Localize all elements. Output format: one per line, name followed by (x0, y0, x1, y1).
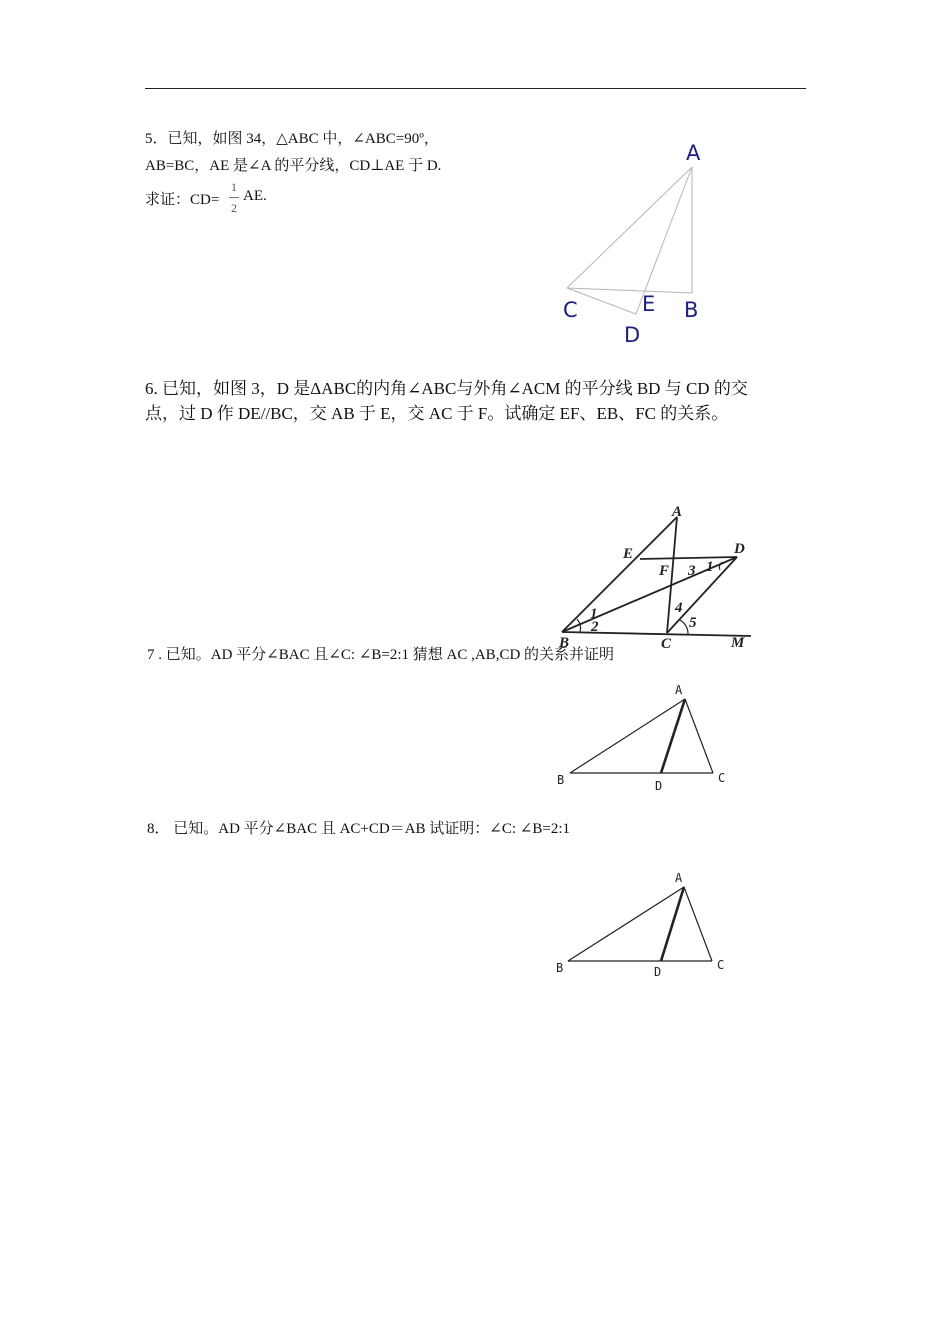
fig5-label-D: D (624, 323, 641, 347)
fig8-label-B: B (556, 961, 564, 975)
fig6-label-2: 2 (591, 619, 599, 635)
fig6-label-F: F (659, 563, 670, 579)
segment-CD (667, 557, 737, 633)
segment-AD (661, 887, 684, 961)
problem7-text: 7 . 已知。AD 平分∠BAC 且∠C: ∠B=2:1 猜想 AC ,AB,CD 的关系并证明 (147, 647, 615, 663)
fig7-label-B: B (557, 773, 565, 787)
segment-AC (567, 167, 692, 288)
problem6-line2: 点，过 D 作 DE//BC，交 AB 于 E，交 AC 于 F。试确定 EF、EB、FC 的关系。 (145, 404, 729, 423)
problem5-line3-prefix: 求证：CD= (145, 192, 220, 208)
fig8-label-C: C (717, 958, 725, 972)
segment-AC (684, 887, 712, 961)
fig6-label-M: M (731, 635, 745, 651)
segment-AC (685, 699, 713, 773)
fig6-label-1: 1 (590, 606, 598, 622)
angle-arc-D (719, 562, 722, 570)
fig6-label-C: C (661, 636, 672, 652)
problem6-line1: 6. 已知，如图 3，D 是ΔABC的内角∠ABC与外角∠ACM 的平分线 BD 与 CD 的交 (145, 379, 748, 398)
fig8-label-D: D (654, 965, 662, 979)
fig8-label-A: A (675, 871, 683, 885)
segment-ED (640, 557, 737, 559)
segment-BA (570, 699, 685, 773)
fig5-label-E: E (642, 292, 656, 316)
angle-arc-C (680, 620, 688, 634)
segment-BA (568, 887, 684, 961)
problem5-line1: 5．已知，如图 34，△ABC 中，∠ABC=90º， (145, 131, 439, 147)
fig6-label-B: B (559, 635, 570, 651)
fig6-label-5: 5 (689, 615, 697, 631)
problem5-line2: AB=BC，AE 是∠A 的平分线，CD⊥AE 于 D. (145, 158, 442, 174)
figure-8 (568, 887, 712, 961)
fig6-label-E: E (623, 546, 634, 562)
segment-AD (661, 699, 685, 773)
fig7-label-D: D (655, 779, 663, 793)
fraction-denominator: 2 (231, 201, 237, 215)
figure-7 (570, 699, 713, 773)
fig6-label-1-at-D: 1 (706, 559, 714, 575)
fig7-label-C: C (718, 771, 726, 785)
segment-CB (567, 288, 692, 293)
fig6-label-3: 3 (688, 563, 696, 579)
fig5-label-B: B (684, 298, 699, 322)
problem8-text: 8． 已知。AD 平分∠BAC 且 AC+CD＝AB 试证明：∠C: ∠B=2:1 (147, 821, 570, 837)
fraction-numerator: 1 (231, 180, 237, 194)
problem5-line3-suffix: AE. (243, 188, 267, 204)
fig5-label-A: A (686, 141, 701, 165)
fig6-label-4: 4 (675, 600, 683, 616)
fig5-label-C: C (563, 298, 578, 322)
fig6-label-D: D (734, 541, 745, 557)
fig7-label-A: A (675, 683, 683, 697)
fig6-label-A: A (672, 504, 683, 520)
figure-5 (567, 167, 692, 314)
